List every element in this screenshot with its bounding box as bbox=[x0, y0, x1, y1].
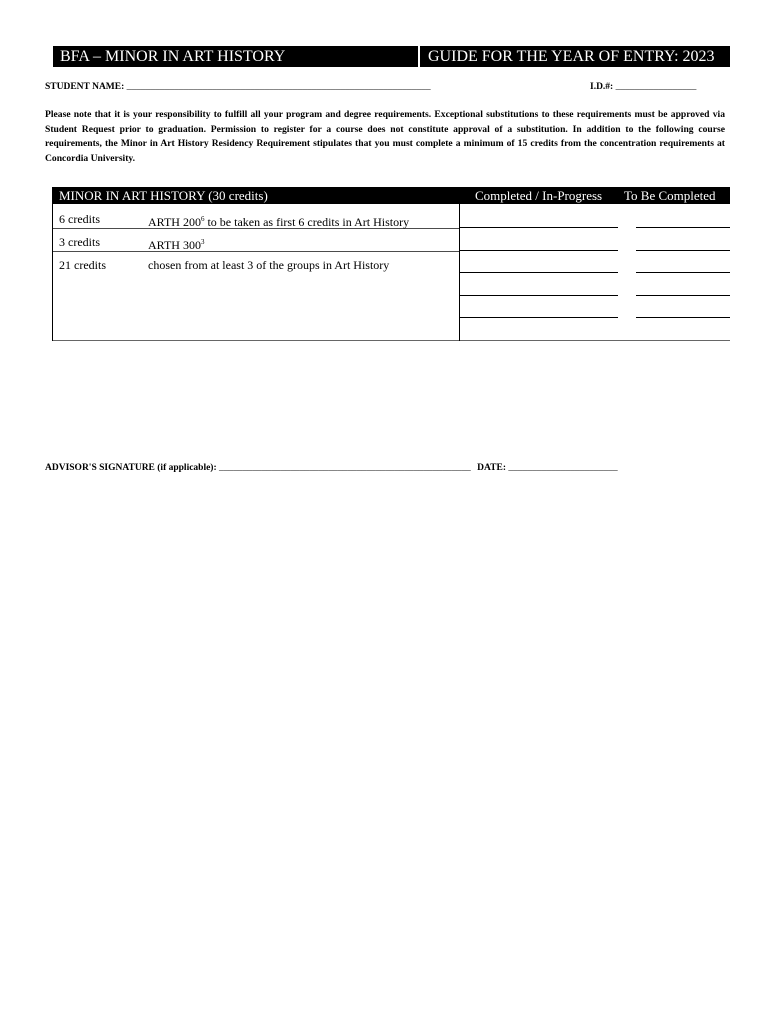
row-2-footnote: 3 bbox=[200, 238, 205, 246]
student-id-row bbox=[590, 82, 696, 92]
completed-blank-2[interactable] bbox=[460, 250, 618, 251]
advisor-signature-label: ADVISOR'S SIGNATURE (if applicable): bbox=[45, 463, 217, 473]
requirements-notice: Please note that it is your responsibility to fulfill all your program and degree requirements. Exceptional substitutions to these requirements must be approved via Student Request prior to graduation. Permission to register for a course does not constitute approval of a substitution. In addition to the following course requirements, the Minor in Art History Residency Requirement stipulates that you must complete a minimum of 15 credits from the concentration requirements at Concordia University. bbox=[45, 109, 725, 164]
to-be-blank-4[interactable] bbox=[636, 295, 730, 296]
requirements-table-header bbox=[52, 187, 730, 204]
row-2-course bbox=[148, 235, 204, 252]
to-be-blank-2[interactable] bbox=[636, 250, 730, 251]
col-to-be-completed-header: To Be Completed bbox=[624, 188, 716, 203]
student-id-field[interactable]: _________________ bbox=[615, 82, 697, 92]
to-be-blank-1[interactable] bbox=[636, 227, 730, 228]
row-2-course-code: ARTH 300 bbox=[148, 238, 201, 252]
to-be-blank-3[interactable] bbox=[636, 272, 730, 273]
advisor-signature-field[interactable]: _____________________________________________________ bbox=[219, 463, 471, 473]
guide-year-title: GUIDE FOR THE YEAR OF ENTRY: 2023 bbox=[420, 46, 730, 67]
program-title: BFA – MINOR IN ART HISTORY bbox=[53, 46, 418, 67]
col-completed-header: Completed / In-Progress bbox=[475, 188, 603, 203]
student-id-label: I.D.#: bbox=[590, 82, 614, 92]
row-3-course: chosen from at least 3 of the groups in Art History bbox=[148, 258, 390, 272]
row-1-credits: 6 credits bbox=[59, 212, 100, 226]
student-name-row bbox=[45, 82, 431, 92]
to-be-blank-5[interactable] bbox=[636, 317, 730, 318]
completed-blank-5[interactable] bbox=[460, 317, 618, 318]
row-1-course bbox=[148, 212, 409, 229]
date-label: DATE: bbox=[477, 463, 506, 473]
table-left-border bbox=[52, 204, 53, 341]
completed-blank-3[interactable] bbox=[460, 272, 618, 273]
row-1-course-code: ARTH 200 bbox=[148, 215, 201, 229]
row-divider-2 bbox=[52, 251, 459, 252]
row-3-credits: 21 credits bbox=[59, 258, 106, 272]
signature-row bbox=[45, 463, 618, 473]
row-1-footnote: 6 bbox=[200, 215, 205, 223]
completed-blank-1[interactable] bbox=[460, 227, 618, 228]
table-bottom-border bbox=[52, 340, 730, 341]
date-field[interactable]: _______________________ bbox=[508, 463, 618, 473]
student-name-label: STUDENT NAME: bbox=[45, 82, 125, 92]
completed-blank-4[interactable] bbox=[460, 295, 618, 296]
student-name-field[interactable]: ________________________________________________________________ bbox=[126, 82, 431, 92]
row-1-note: to be taken as first 6 credits in Art History bbox=[204, 215, 410, 229]
table-title: MINOR IN ART HISTORY (30 credits) bbox=[59, 188, 268, 203]
row-2-credits: 3 credits bbox=[59, 235, 100, 249]
